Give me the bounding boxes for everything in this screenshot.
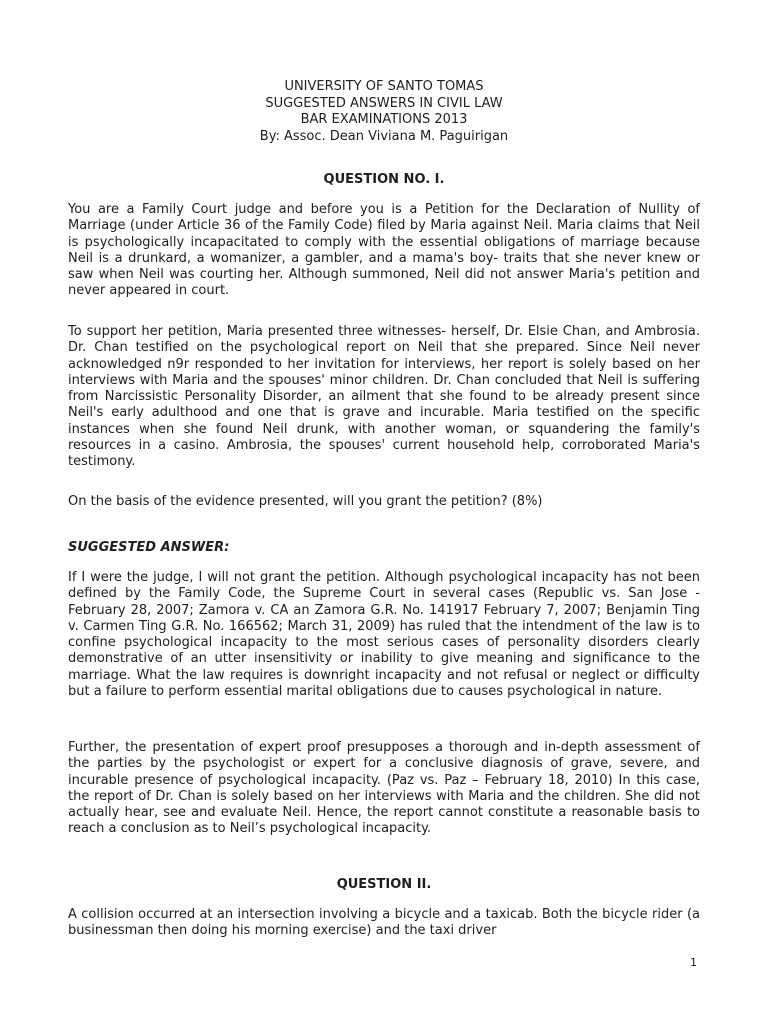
question-2-title: QUESTION II. [336, 877, 432, 892]
answer-paragraph-2: Further, the presentation of expert proof presupposes a thorough and in-depth assessment of the parties by the psychologist or expert for a conclusive diagnosis of grave, severe, and incurable presence of psychological incapacity. (Paz vs. Paz – February 18, 2010) In this case, the report of Dr. Chan is solely based on her interviews with Maria and the children. She did not actually hear, see and evaluate Neil. Hence, the report cannot constitute a reasonable basis to reach a conclusion as to Neil’s psychological incapacity. [68, 740, 700, 837]
question-1-title: QUESTION NO. I. [323, 172, 445, 187]
question-2-paragraph: A collision occurred at an intersection involving a bicycle and a taxicab. Both the bicycle rider (a businessman then doing his morning exercise) and the taxi driver [68, 907, 700, 939]
header-subject: SUGGESTED ANSWERS IN CIVIL LAW [265, 95, 503, 111]
document-header [0, 79, 768, 145]
answer-paragraph-1: If I were the judge, I will not grant the petition. Although psychological incapacity has not been defined by the Family Code, the Supreme Court in several cases (Republic vs. San Jose - February 28, 2007; Zamora v. CA an Zamora G.R. No. 141917 February 7, 2007; Benjamin Ting v. Carmen Ting G.R. No. 166562; March 31, 2009) has ruled that the intendment of the law is to confine psychological incapacity to the most serious cases of personality disorders clearly demonstrative of an utter insensitivity or inability to give meaning and significance to the marriage. What the law requires is downright incapacity and not refusal or neglect or difficulty but a failure to perform essential marital obligations due to causes psychological in nature. [68, 570, 700, 700]
suggested-answer-label: SUGGESTED ANSWER: [68, 540, 230, 555]
page-number: 1 [690, 956, 697, 969]
header-university: UNIVERSITY OF SANTO TOMAS [284, 79, 484, 94]
header-exam: BAR EXAMINATIONS 2013 [300, 112, 468, 127]
question-1-prompt: On the basis of the evidence presented, will you grant the petition? (8%) [68, 494, 543, 509]
question-1-paragraph-2: To support her petition, Maria presented three witnesses- herself, Dr. Elsie Chan, and Ambrosia. Dr. Chan testified on the psychological report on Neil that she prepared. Since Neil never acknowledged n9r responded to her invitation for interviews, her report is solely based on her interviews with Maria and the spouses' minor children. Dr. Chan concluded that Neil is suffering from Narcissistic Personality Disorder, an ailment that she found to be already present since Neil's early adulthood and one that is grave and incurable. Maria testified on the specific instances when she found Neil drunk, with another woman, or squandering the family's resources in a casino. Ambrosia, the spouses' current household help, corroborated Maria's testimony. [68, 324, 700, 470]
question-1-paragraph-1: You are a Family Court judge and before you is a Petition for the Declaration of Nullity of Marriage (under Article 36 of the Family Code) filed by Maria against Neil. Maria claims that Neil is psychologically incapacitated to comply with the essential obligations of marriage because Neil is a drunkard, a womanizer, a gambler, and a mama's boy- traits that she never knew or saw when Neil was courting her. Although summoned, Neil did not answer Maria's petition and never appeared in court. [68, 202, 700, 299]
header-author: By: Assoc. Dean Viviana M. Paguirigan [259, 128, 509, 144]
